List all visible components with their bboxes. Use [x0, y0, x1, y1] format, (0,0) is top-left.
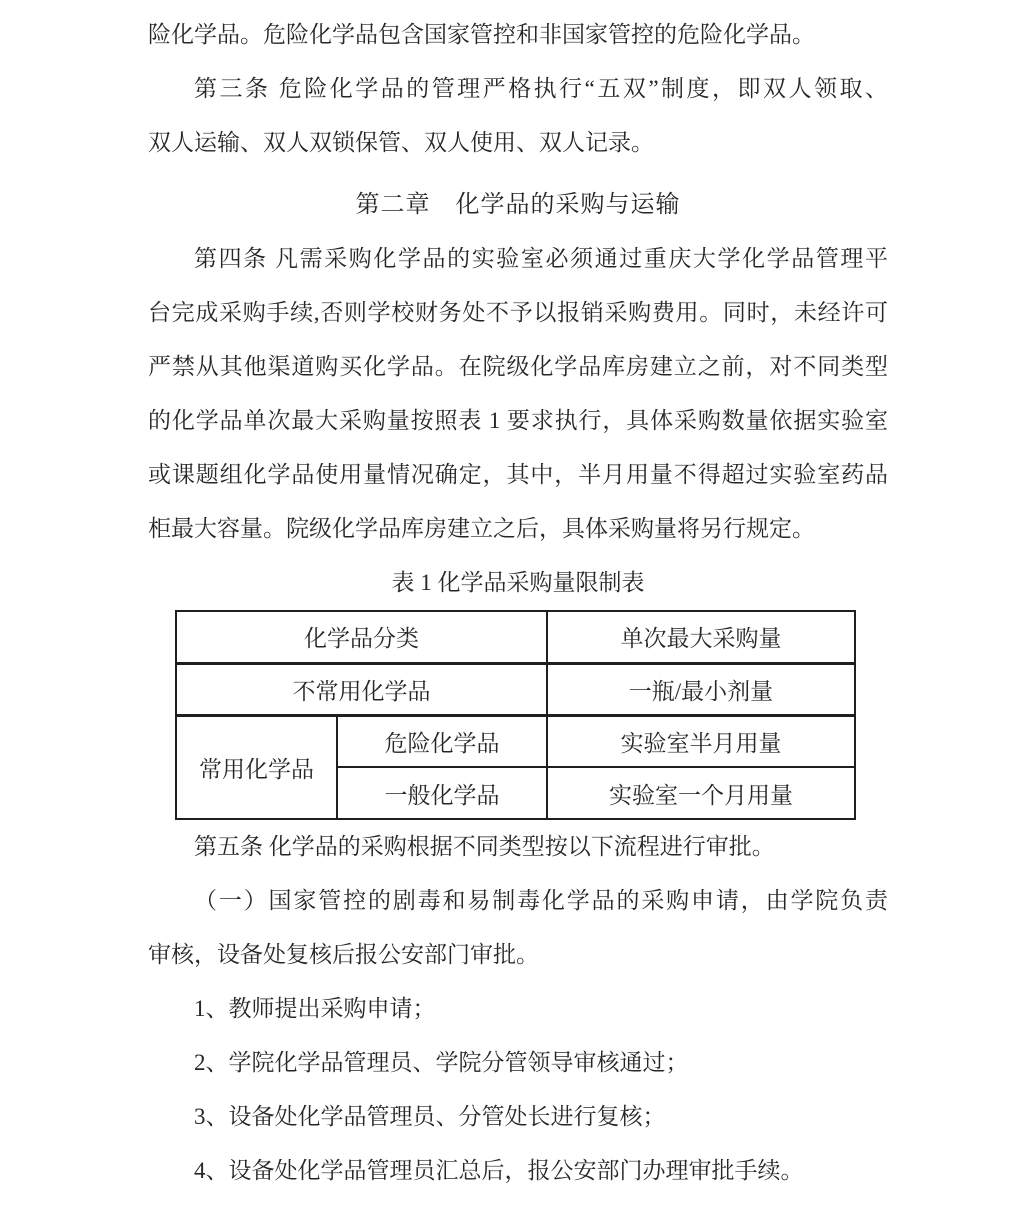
doc-line-step-3: 3、设备处化学品管理员、分管处长进行复核；: [194, 1104, 666, 1129]
document-body: [148, 0, 888, 1198]
doc-line-article4-5: 或课题组化学品使用量情况确定，其中，半月用量不得超过实验室药品: [148, 462, 888, 487]
doc-line-step-2: 2、学院化学品管理员、学院分管领导审核通过；: [194, 1050, 689, 1075]
table-row-uncommon: [176, 663, 855, 715]
chapter-heading: 第二章 化学品的采购与运输: [355, 192, 681, 218]
doc-line-article4-2: 台完成采购手续,否则学校财务处不予以报销采购费用。同时，未经许可: [148, 300, 888, 325]
doc-line-article4-3: 严禁从其他渠道购买化学品。在院级化学品库房建立之前，对不同类型: [148, 354, 888, 379]
doc-line-article4-6: 柜最大容量。院级化学品库房建立之后，具体采购量将另行规定。: [148, 516, 815, 541]
table-cell-uncommon-category: 不常用化学品: [176, 663, 547, 715]
doc-line-item-one-2: 审核，设备处复核后报公安部门审批。: [148, 942, 539, 967]
doc-line-article5: 第五条 化学品的采购根据不同类型按以下流程进行审批。: [194, 834, 775, 859]
table-header-max-purchase: 单次最大采购量: [547, 611, 855, 663]
purchase-limit-table: [175, 610, 856, 820]
table-row-hazardous: [176, 715, 855, 767]
table-cell-uncommon-limit: 一瓶/最小剂量: [547, 663, 855, 715]
table-caption: 表 1 化学品采购量限制表: [391, 570, 645, 595]
doc-line-article4-1: 第四条 凡需采购化学品的实验室必须通过重庆大学化学品管理平: [194, 246, 888, 271]
doc-line-article3-2: 双人运输、双人双锁保管、双人使用、双人记录。: [148, 130, 654, 155]
table-header-classification: 化学品分类: [176, 611, 547, 663]
table-row-header: [176, 611, 855, 663]
table-cell-hazardous-category: 危险化学品: [337, 715, 547, 767]
table-cell-general-category: 一般化学品: [337, 767, 547, 819]
doc-line-intro: 险化学品。危险化学品包含国家管控和非国家管控的危险化学品。: [148, 22, 815, 47]
doc-line-article3-1: 第三条 危险化学品的管理严格执行“五双”制度，即双人领取、: [194, 76, 888, 101]
doc-line-step-4: 4、设备处化学品管理员汇总后，报公安部门办理审批手续。: [194, 1158, 804, 1183]
doc-line-item-one-1: （一）国家管控的剧毒和易制毒化学品的采购申请，由学院负责: [194, 888, 888, 913]
table-cell-common-group: 常用化学品: [176, 715, 337, 819]
doc-line-step-1: 1、教师提出采购申请；: [194, 996, 436, 1021]
table-cell-general-limit: 实验室一个月用量: [547, 767, 855, 819]
doc-line-article4-4: 的化学品单次最大采购量按照表 1 要求执行，具体采购数量依据实验室: [148, 408, 888, 433]
table-cell-hazardous-limit: 实验室半月用量: [547, 715, 855, 767]
